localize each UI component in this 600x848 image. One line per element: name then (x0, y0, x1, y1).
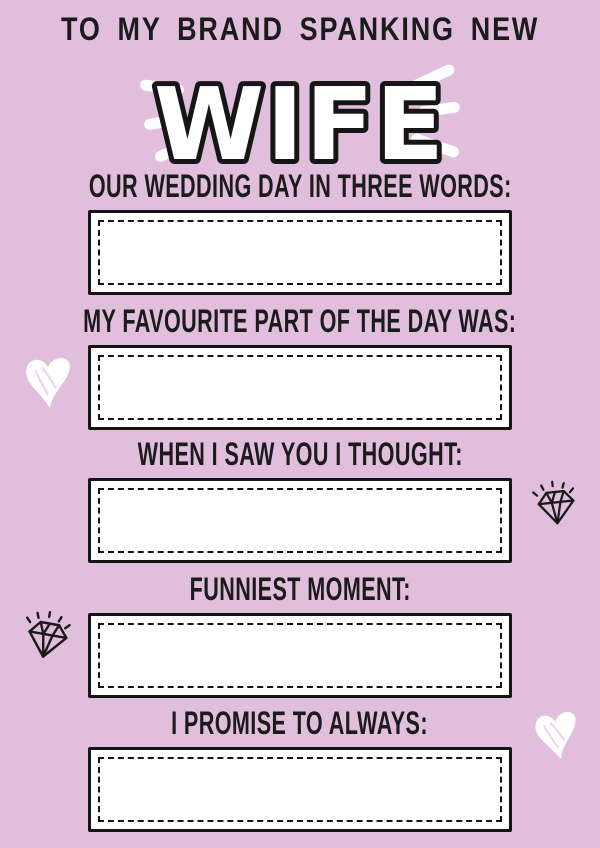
answer-box[interactable] (88, 478, 512, 563)
answer-write-area (98, 757, 502, 822)
section-favourite-part (0, 305, 600, 430)
answer-write-area (98, 220, 502, 285)
prompt-label: I PROMISE TO ALWAYS: (171, 705, 429, 741)
page-title-text: TO MY BRAND SPANKING NEW (60, 12, 540, 48)
answer-box[interactable] (88, 747, 512, 832)
diamond-sparkle-icon (11, 603, 79, 677)
page-title (0, 14, 600, 47)
section-wedding-day-words (0, 170, 600, 295)
prompt-label: FUNNIEST MOMENT: (189, 571, 411, 607)
answer-box[interactable] (88, 613, 512, 698)
bubble-word-wife-text: WIFE (153, 66, 447, 178)
diamond-sparkle-icon (525, 475, 585, 541)
prompt-label: OUR WEDDING DAY IN THREE WORDS: (88, 168, 512, 204)
answer-box[interactable] (88, 210, 512, 295)
answer-write-area (98, 355, 502, 420)
answer-write-area (98, 488, 502, 553)
prompt-label: WHEN I SAW YOU I THOUGHT: (137, 436, 463, 472)
heart-icon (21, 349, 80, 423)
answer-write-area (98, 623, 502, 688)
section-when-i-saw-you (0, 438, 600, 563)
section-funniest-moment (0, 573, 600, 698)
prompt-label: MY FAVOURITE PART OF THE DAY WAS: (83, 303, 517, 339)
answer-box[interactable] (88, 345, 512, 430)
section-i-promise (0, 707, 600, 832)
bubble-word-wife (120, 62, 480, 183)
